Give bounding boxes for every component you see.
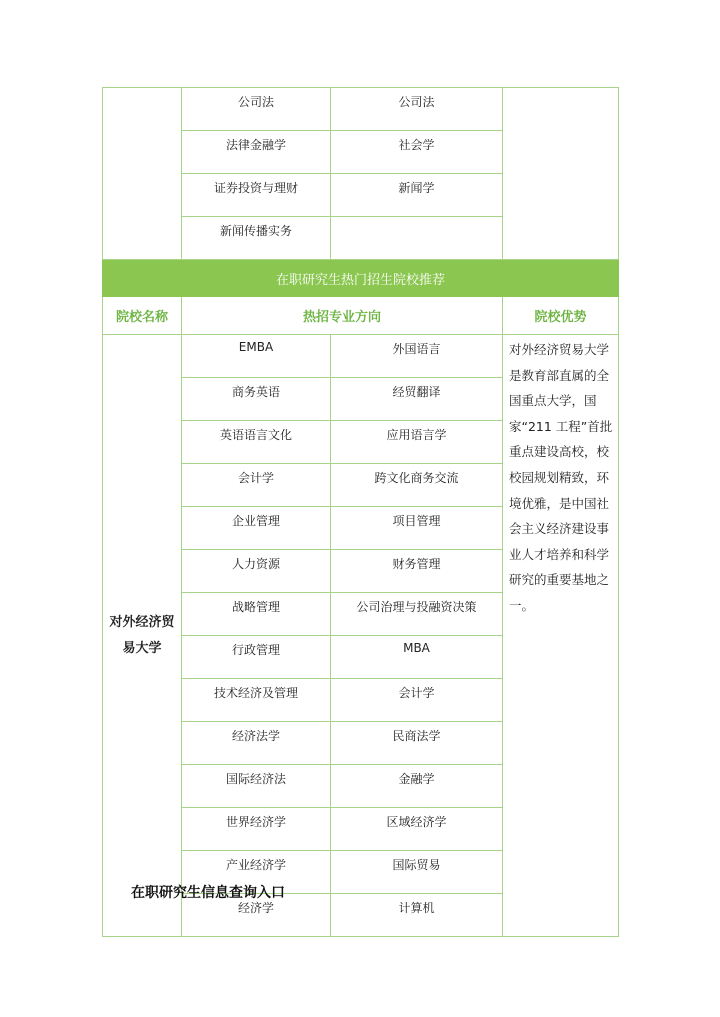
major-cell: 证券投资与理财 xyxy=(182,174,331,217)
major-cell: 金融学 xyxy=(331,765,503,808)
header-school: 院校名称 xyxy=(103,297,182,335)
major-cell: 公司法 xyxy=(331,88,503,131)
header-majors: 热招专业方向 xyxy=(182,297,503,335)
major-cell: 公司法 xyxy=(182,88,331,131)
header-advantage: 院校优势 xyxy=(503,297,619,335)
school-advantage: 对外经济贸易大学是教育部直属的全国重点大学，国家“211 工程”首批重点建设高校，校校园规划精致，环境优雅，是中国社会主义经济建设事业人才培养和科学研究的重要基地之一。 xyxy=(503,335,619,937)
major-cell: 国际经济法 xyxy=(182,765,331,808)
major-cell: 项目管理 xyxy=(331,507,503,550)
major-cell: 世界经济学 xyxy=(182,808,331,851)
major-cell: 商务英语 xyxy=(182,378,331,421)
major-cell: 经济学 xyxy=(182,894,331,937)
major-cell: EMBA xyxy=(182,335,331,378)
major-cell: 行政管理 xyxy=(182,636,331,679)
major-cell: 民商法学 xyxy=(331,722,503,765)
major-cell: 跨文化商务交流 xyxy=(331,464,503,507)
major-cell: 新闻传播实务 xyxy=(182,217,331,260)
major-cell xyxy=(331,217,503,260)
school-table xyxy=(102,87,619,937)
major-cell: 企业管理 xyxy=(182,507,331,550)
major-cell: 战略管理 xyxy=(182,593,331,636)
major-cell: 技术经济及管理 xyxy=(182,679,331,722)
major-cell: 会计学 xyxy=(182,464,331,507)
major-cell: 区域经济学 xyxy=(331,808,503,851)
table-row xyxy=(103,335,619,378)
major-cell: MBA xyxy=(331,636,503,679)
empty-cell xyxy=(503,88,619,260)
section-title: 在职研究生信息查询入口 xyxy=(131,885,285,901)
major-cell: 英语语言文化 xyxy=(182,421,331,464)
header-row xyxy=(103,297,619,335)
major-cell: 人力资源 xyxy=(182,550,331,593)
major-cell: 计算机 xyxy=(331,894,503,937)
table-row xyxy=(103,88,619,131)
major-cell: 应用语言学 xyxy=(331,421,503,464)
major-cell: 公司治理与投融资决策 xyxy=(331,593,503,636)
school-name: 对外经济贸易大学 xyxy=(103,335,182,937)
banner-row xyxy=(103,260,619,297)
major-cell: 外国语言 xyxy=(331,335,503,378)
major-cell: 国际贸易 xyxy=(331,851,503,894)
empty-cell xyxy=(103,88,182,260)
major-cell: 财务管理 xyxy=(331,550,503,593)
major-cell: 社会学 xyxy=(331,131,503,174)
banner-title: 在职研究生热门招生院校推荐 xyxy=(103,260,619,297)
major-cell: 产业经济学 xyxy=(182,851,331,894)
major-cell: 法律金融学 xyxy=(182,131,331,174)
major-cell: 经济法学 xyxy=(182,722,331,765)
major-cell: 会计学 xyxy=(331,679,503,722)
major-cell: 经贸翻译 xyxy=(331,378,503,421)
major-cell: 新闻学 xyxy=(331,174,503,217)
